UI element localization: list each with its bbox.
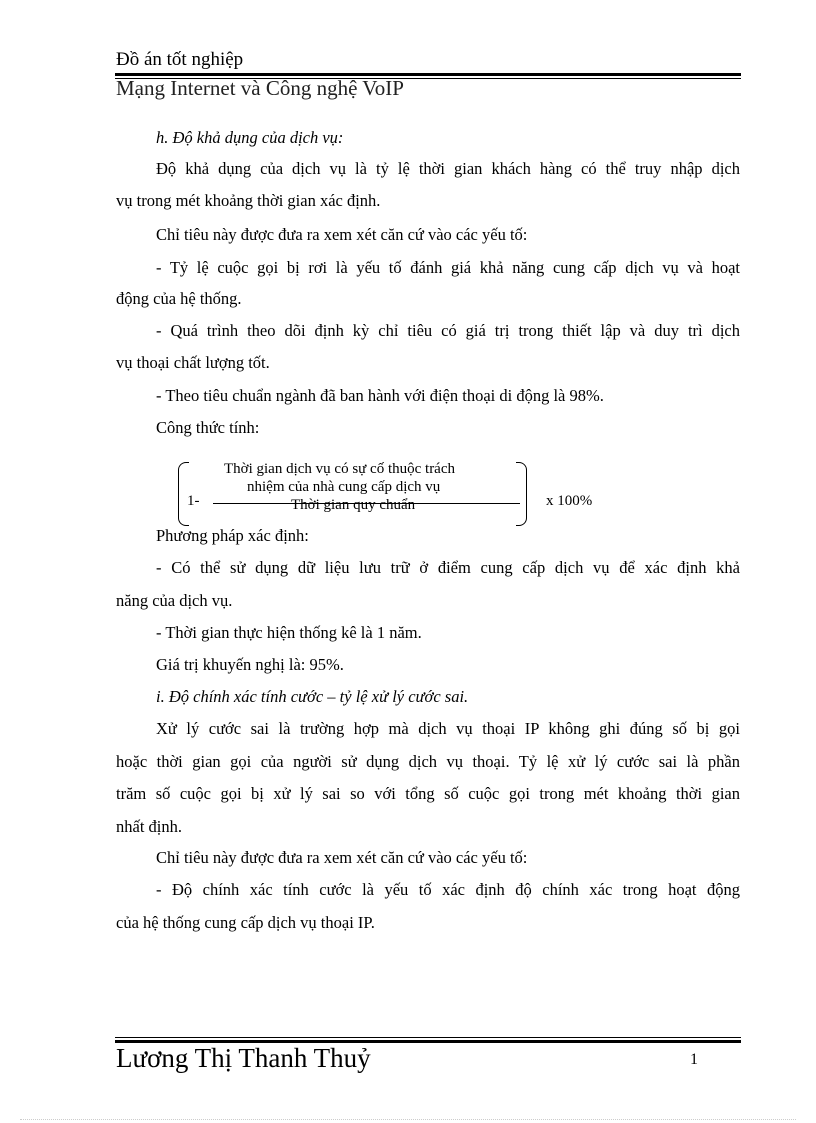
paragraph-line: - Quá trình theo dõi định kỳ chỉ tiêu có giá trị trong thiết lập và duy trì dịch	[156, 321, 740, 340]
formula-denominator: Thời gian quy chuẩn	[291, 497, 416, 513]
paragraph-line: Giá trị khuyến nghị là: 95%.	[156, 655, 344, 674]
paragraph-line: vụ trong mét khoảng thời gian xác định.	[116, 191, 381, 210]
page-edge-divider	[20, 1119, 796, 1120]
header-title: Đồ án tốt nghiệp	[116, 49, 244, 70]
paragraph-line: Chỉ tiêu này được đưa ra xem xét căn cứ vào các yếu tố:	[156, 225, 528, 244]
paragraph-line: - Theo tiêu chuẩn ngành đã ban hành với điện thoại di động là 98%.	[156, 386, 604, 405]
formula-prefix: 1-	[187, 493, 200, 509]
paragraph-line: Chỉ tiêu này được đưa ra xem xét căn cứ vào các yếu tố:	[156, 848, 528, 867]
paragraph-line: - Có thể sử dụng dữ liệu lưu trữ ở điểm cung cấp dịch vụ để xác định khả	[156, 558, 740, 577]
paragraph-line: Xử lý cước sai là trường hợp mà dịch vụ thoại IP không ghi đúng số bị gọi	[156, 719, 740, 738]
formula-numerator-line2: nhiệm của nhà cung cấp dịch vụ	[247, 479, 441, 495]
paragraph-line: Độ khả dụng của dịch vụ là tỷ lệ thời gian khách hàng có thể truy nhập dịch	[156, 159, 740, 178]
footer-rule-thin	[115, 1037, 741, 1038]
paragraph-line: năng của dịch vụ.	[116, 591, 233, 610]
paragraph-line: Phương pháp xác định:	[156, 526, 309, 545]
paragraph-line: vụ thoại chất lượng tốt.	[116, 353, 270, 372]
section-heading-i: i. Độ chính xác tính cước – tỷ lệ xử lý cước sai.	[156, 687, 469, 706]
footer-author: Lương Thị Thanh Thuỷ	[116, 1043, 371, 1073]
paragraph-line: nhất định.	[116, 817, 182, 836]
paragraph-line: Công thức tính:	[156, 418, 260, 437]
section-heading-h: h. Độ khả dụng của dịch vụ:	[156, 128, 344, 147]
formula-right-bracket	[516, 462, 527, 526]
formula-numerator-line1: Thời gian dịch vụ có sự cố thuộc trách	[224, 461, 455, 477]
paragraph-line: hoặc thời gian gọi của người sử dụng dịch vụ thoại. Tỷ lệ xử lý cước sai là phần	[116, 752, 740, 771]
header-subtitle: Mạng Internet và Công nghệ VoIP	[116, 76, 404, 100]
paragraph-line: - Tỷ lệ cuộc gọi bị rơi là yếu tố đánh giá khả năng cung cấp dịch vụ và hoạt	[156, 258, 740, 277]
paragraph-line: - Độ chính xác tính cước là yếu tố xác định độ chính xác trong hoạt động	[156, 880, 740, 899]
paragraph-line: trăm số cuộc gọi bị xử lý sai so với tổng số cuộc gọi trong mét khoảng thời gian	[116, 784, 740, 803]
paragraph-line: động của hệ thống.	[116, 289, 242, 308]
paragraph-line: của hệ thống cung cấp dịch vụ thoại IP.	[116, 913, 375, 932]
page-number: 1	[690, 1051, 698, 1068]
formula-multiplier: x 100%	[546, 493, 593, 509]
paragraph-line: - Thời gian thực hiện thống kê là 1 năm.	[156, 623, 422, 642]
